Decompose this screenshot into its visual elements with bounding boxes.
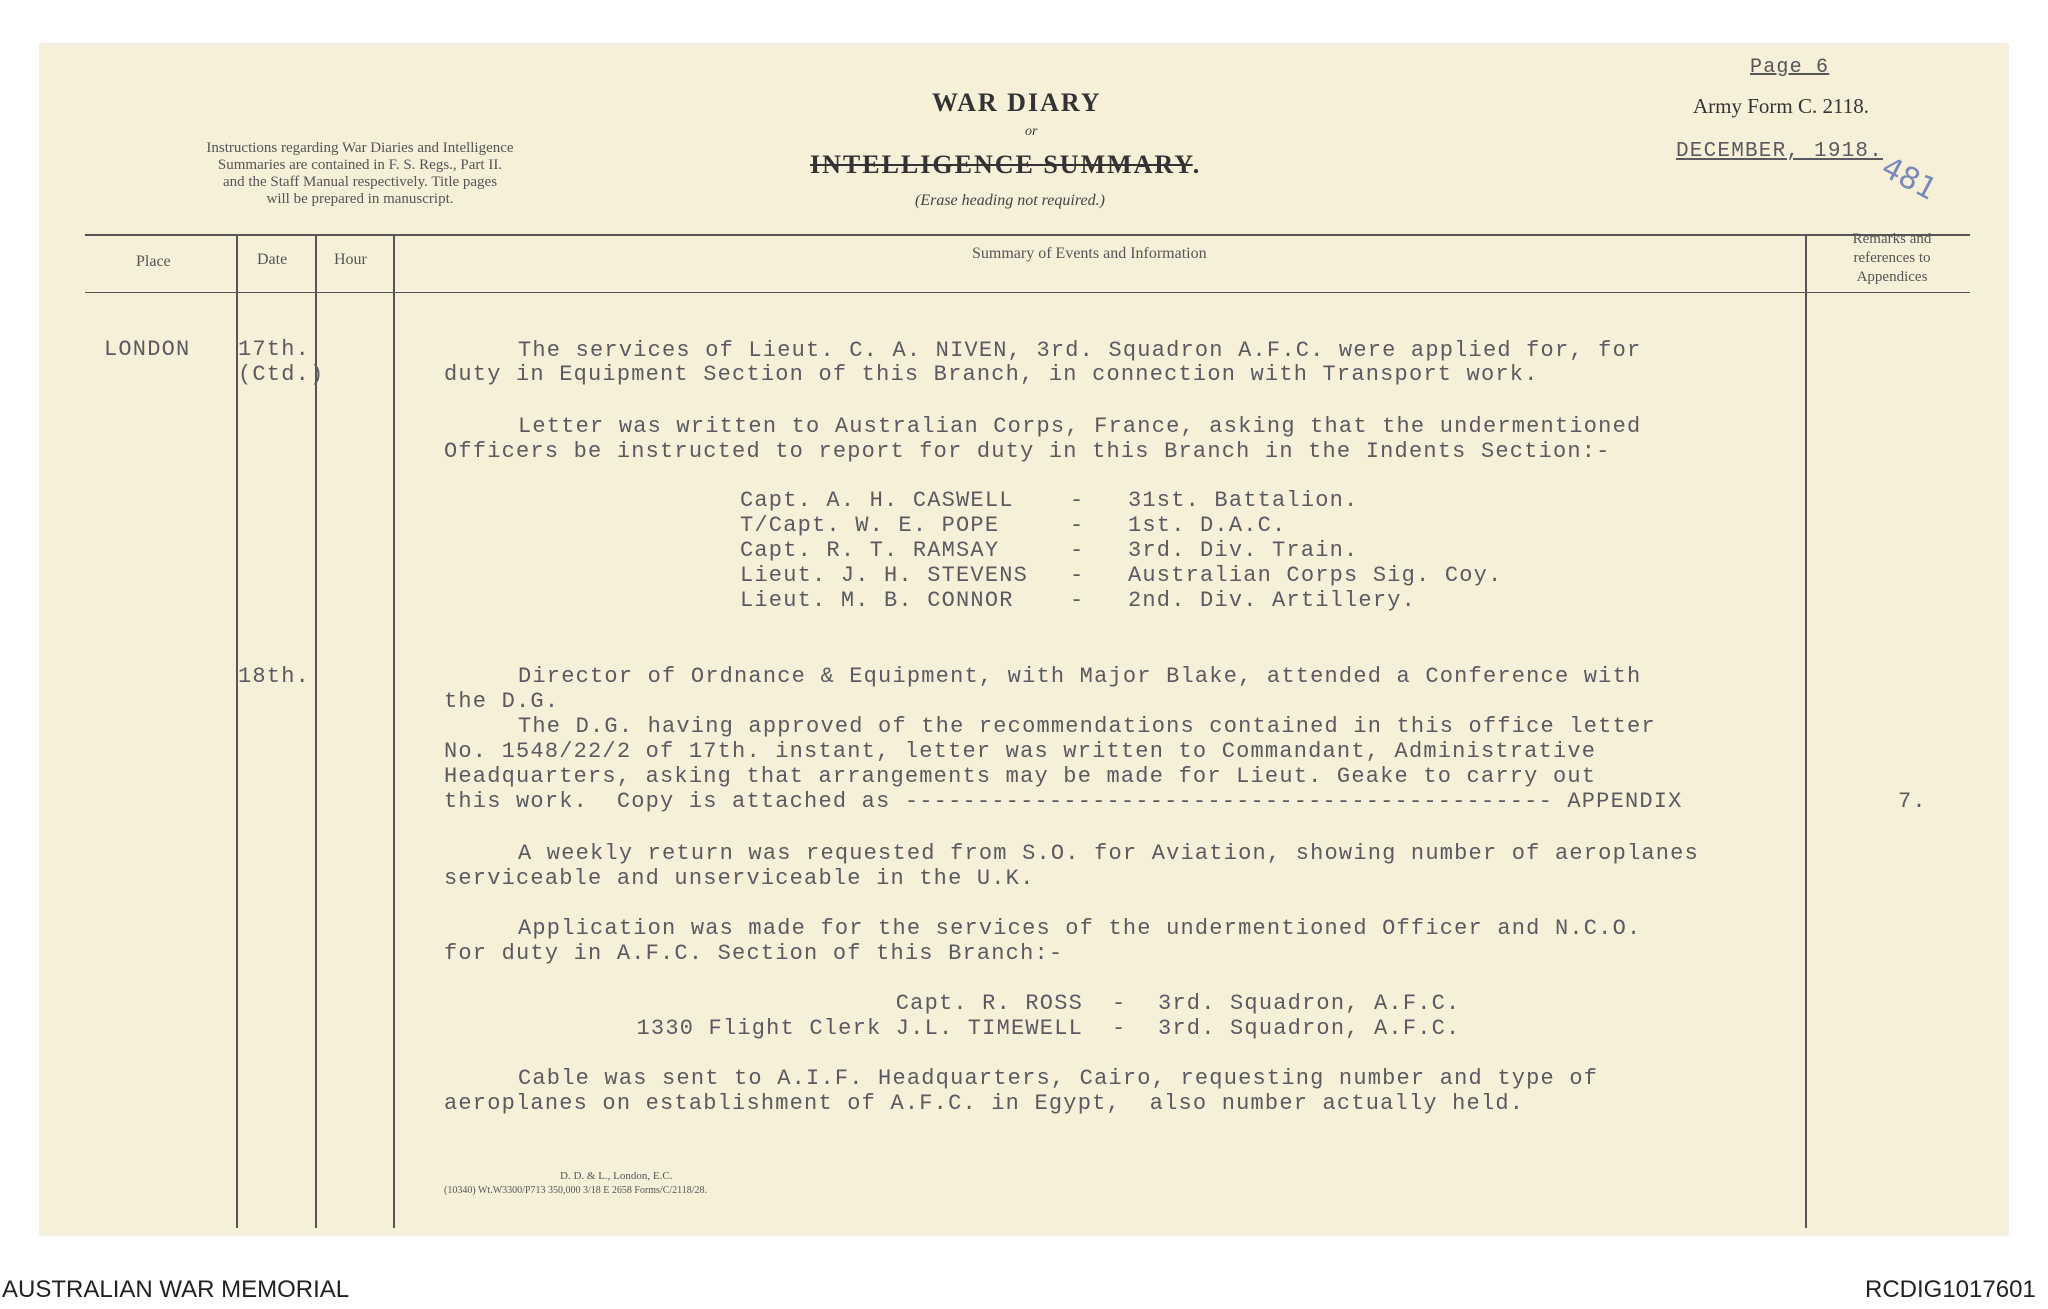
column-place: Place bbox=[136, 253, 171, 270]
erase-note: (Erase heading not required.) bbox=[915, 192, 1105, 209]
table-top-rule bbox=[85, 234, 1970, 236]
entry-dg-line-4: this work. Copy is attached as --------------------------------------------- APPENDIX bbox=[444, 789, 1683, 814]
instructions-line: and the Staff Manual respectively. Title pages bbox=[222, 174, 498, 190]
officer-unit: Australian Corps Sig. Coy. bbox=[1128, 563, 1503, 588]
column-hour: Hour bbox=[334, 251, 367, 268]
folio-number: 481 bbox=[1875, 150, 1943, 208]
army-form: Army Form C. 2118. bbox=[1693, 94, 1869, 118]
officer-dash: - bbox=[1070, 513, 1085, 538]
remarks-line: references to bbox=[1853, 250, 1931, 266]
entry-weekly-line-1: A weekly return was requested from S.O. for Aviation, showing number of aeroplanes bbox=[518, 841, 1699, 866]
entry-niven-line-2: duty in Equipment Section of this Branch, in connection with Transport work. bbox=[444, 362, 1539, 387]
instructions-line: Summaries are contained in F. S. Regs., Part II. bbox=[217, 157, 503, 173]
entry-letter-line-1: Letter was written to Australian Corps, France, asking that the undermentioned bbox=[518, 414, 1642, 439]
officer-name: Lieut. M. B. CONNOR bbox=[740, 588, 1014, 613]
personnel-name: Capt. R. ROSS bbox=[895, 991, 1083, 1016]
officer-dash: - bbox=[1070, 588, 1085, 613]
or-word: or bbox=[1025, 124, 1038, 139]
officer-unit: 3rd. Div. Train. bbox=[1128, 538, 1359, 563]
column-remarks bbox=[1822, 230, 1962, 287]
entry-cable-line-1: Cable was sent to A.I.F. Headquarters, Cairo, requesting number and type of bbox=[518, 1066, 1599, 1091]
remarks-line: Remarks and bbox=[1852, 231, 1932, 247]
printer-form-code: (10340) Wt.W3300/P713 350,000 3/18 E 2658 Forms/C/2118/28. bbox=[444, 1185, 708, 1196]
archive-name: AUSTRALIAN WAR MEMORIAL bbox=[2, 1276, 350, 1303]
entry-conference-line-2: the D.G. bbox=[444, 689, 560, 714]
date-18th: 18th. bbox=[238, 664, 311, 689]
struck-heading: INTELLIGENCE SUMMARY bbox=[810, 150, 1193, 179]
entry-dg-line-3: Headquarters, asking that arrangements may be made for Lieut. Geake to carry out bbox=[444, 764, 1597, 789]
remarks-line: Appendices bbox=[1856, 269, 1928, 285]
instructions-line: will be prepared in manuscript. bbox=[266, 191, 454, 207]
officer-dash: - bbox=[1070, 488, 1085, 513]
entry-weekly-line-2: serviceable and unserviceable in the U.K. bbox=[444, 866, 1035, 891]
instructions-note bbox=[130, 140, 590, 208]
date-17th-continued: (Ctd.) bbox=[238, 362, 325, 387]
date-17th: 17th. bbox=[238, 337, 311, 362]
officer-name: Capt. R. T. RAMSAY bbox=[740, 538, 1000, 563]
diary-title: WAR DIARY bbox=[932, 88, 1102, 117]
printer-imprint: D. D. & L., London, E.C. bbox=[560, 1170, 673, 1182]
column-date: Date bbox=[257, 251, 288, 268]
officer-name: Lieut. J. H. STEVENS bbox=[740, 563, 1029, 588]
summary-title bbox=[810, 150, 1201, 180]
table-header-rule bbox=[85, 292, 1970, 293]
personnel-unit: 3rd. Squadron, A.F.C. bbox=[1158, 991, 1461, 1016]
page-number: Page 6 bbox=[1750, 56, 1830, 79]
officer-dash: - bbox=[1070, 538, 1085, 563]
entry-application-line-1: Application was made for the services of the undermentioned Officer and N.C.O. bbox=[518, 916, 1642, 941]
personnel-dash: - bbox=[1112, 991, 1127, 1016]
entry-dg-line-2: No. 1548/22/2 of 17th. instant, letter was written to Commandant, Administrative bbox=[444, 739, 1597, 764]
summary-remarks-divider bbox=[1805, 236, 1807, 1228]
heading-period: . bbox=[1192, 150, 1202, 179]
personnel-name: 1330 Flight Clerk J.L. TIMEWELL bbox=[636, 1016, 1083, 1041]
hour-summary-divider bbox=[393, 236, 395, 1228]
officer-name: Capt. A. H. CASWELL bbox=[740, 488, 1014, 513]
entry-conference-line-1: Director of Ordnance & Equipment, with Major Blake, attended a Conference with bbox=[518, 664, 1642, 689]
officer-name: T/Capt. W. E. POPE bbox=[740, 513, 1000, 538]
officer-unit: 2nd. Div. Artillery. bbox=[1128, 588, 1417, 613]
entry-cable-line-2: aeroplanes on establishment of A.F.C. in Egypt, also number actually held. bbox=[444, 1091, 1525, 1116]
column-summary: Summary of Events and Information bbox=[972, 245, 1207, 262]
officer-dash: - bbox=[1070, 563, 1085, 588]
entry-dg-line-1: The D.G. having approved of the recommendations contained in this office letter bbox=[518, 714, 1656, 739]
archive-reference: RCDIG1017601 bbox=[1865, 1276, 2036, 1303]
instructions-line: Instructions regarding War Diaries and Intelligence bbox=[206, 140, 514, 156]
officer-unit: 1st. D.A.C. bbox=[1128, 513, 1287, 538]
place-london: LONDON bbox=[104, 337, 191, 362]
officer-unit: 31st. Battalion. bbox=[1128, 488, 1359, 513]
appendix-number: 7. bbox=[1898, 789, 1927, 814]
entry-letter-line-2: Officers be instructed to report for duty in this Branch in the Indents Section:- bbox=[444, 439, 1611, 464]
personnel-dash: - bbox=[1112, 1016, 1127, 1041]
diary-month: DECEMBER, 1918. bbox=[1676, 140, 1884, 163]
entry-application-line-2: for duty in A.F.C. Section of this Branch:- bbox=[444, 941, 1064, 966]
diary-page bbox=[40, 44, 2008, 1235]
personnel-unit: 3rd. Squadron, A.F.C. bbox=[1158, 1016, 1461, 1041]
entry-niven-line-1: The services of Lieut. C. A. NIVEN, 3rd. Squadron A.F.C. were applied for, for bbox=[518, 338, 1642, 363]
